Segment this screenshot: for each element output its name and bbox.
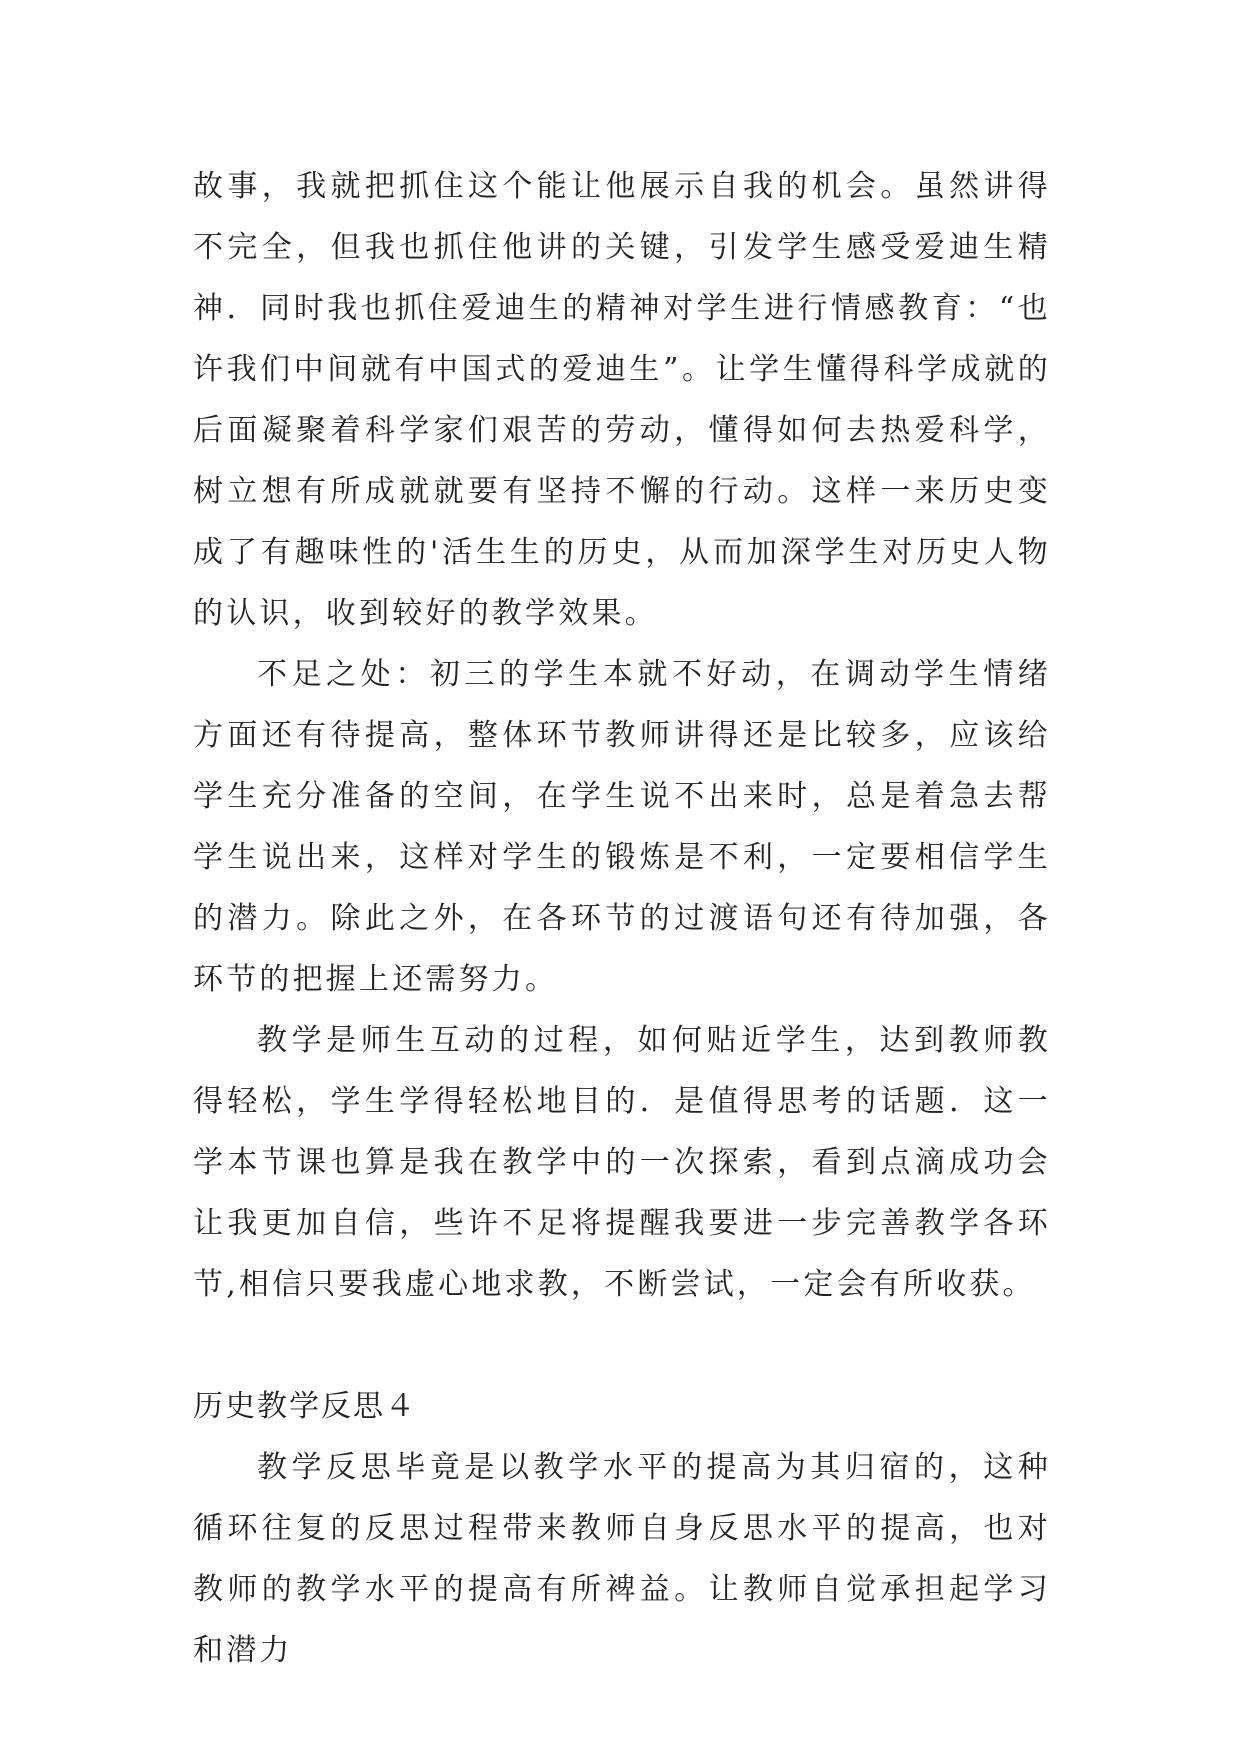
- paragraph-2: 不足之处：初三的学生本就不好动，在调动学生情绪方面还有待提高，整体环节教师讲得还是比较多，应该给学生充分准备的空间，在学生说不出来时，总是着急去帮学生说出来，这样对学生的锻炼是不利，一定要相信学生的潜力。除此之外，在各环节的过渡语句还有待加强，各环节的把握上还需努力。: [193, 657, 1051, 997]
- document-body: [193, 156, 1051, 1681]
- paragraph-1: 故事，我就把抓住这个能让他展示自我的机会。虽然讲得不完全，但我也抓住他讲的关键，引发学生感受爱迪生精神．同时我也抓住爱迪生的精神对学生进行情感教育：“也许我们中间就有中国式的爱迪生”。让学生懂得科学成就的后面凝聚着科学家们艰苦的劳动，懂得如何去热爱科学，树立想有所成就就要有坚持不懈的行动。这样一来历史变成了有趣味性的'活生生的历史，从而加深学生对历史人物的认识，收到较好的教学效果。: [193, 169, 1051, 631]
- paragraph-4: 教学反思毕竟是以教学水平的提高为其归宿的，这种循环往复的反思过程带来教师自身反思水平的提高，也对教师的教学水平的提高有所裨益。让教师自觉承担起学习和潜力: [193, 1450, 1051, 1668]
- section-heading: 历史教学反思４: [193, 1389, 417, 1424]
- paragraph-3: 教学是师生互动的过程，如何贴近学生，达到教师教得轻松，学生学得轻松地目的．是值得思考的话题．这一学本节课也算是我在教学中的一次探索，看到点滴成功会让我更加自信，些许不足将提醒我要进一步完善教学各环节,相信只要我虚心地求教，不断尝试，一定会有所收获。: [193, 1023, 1051, 1302]
